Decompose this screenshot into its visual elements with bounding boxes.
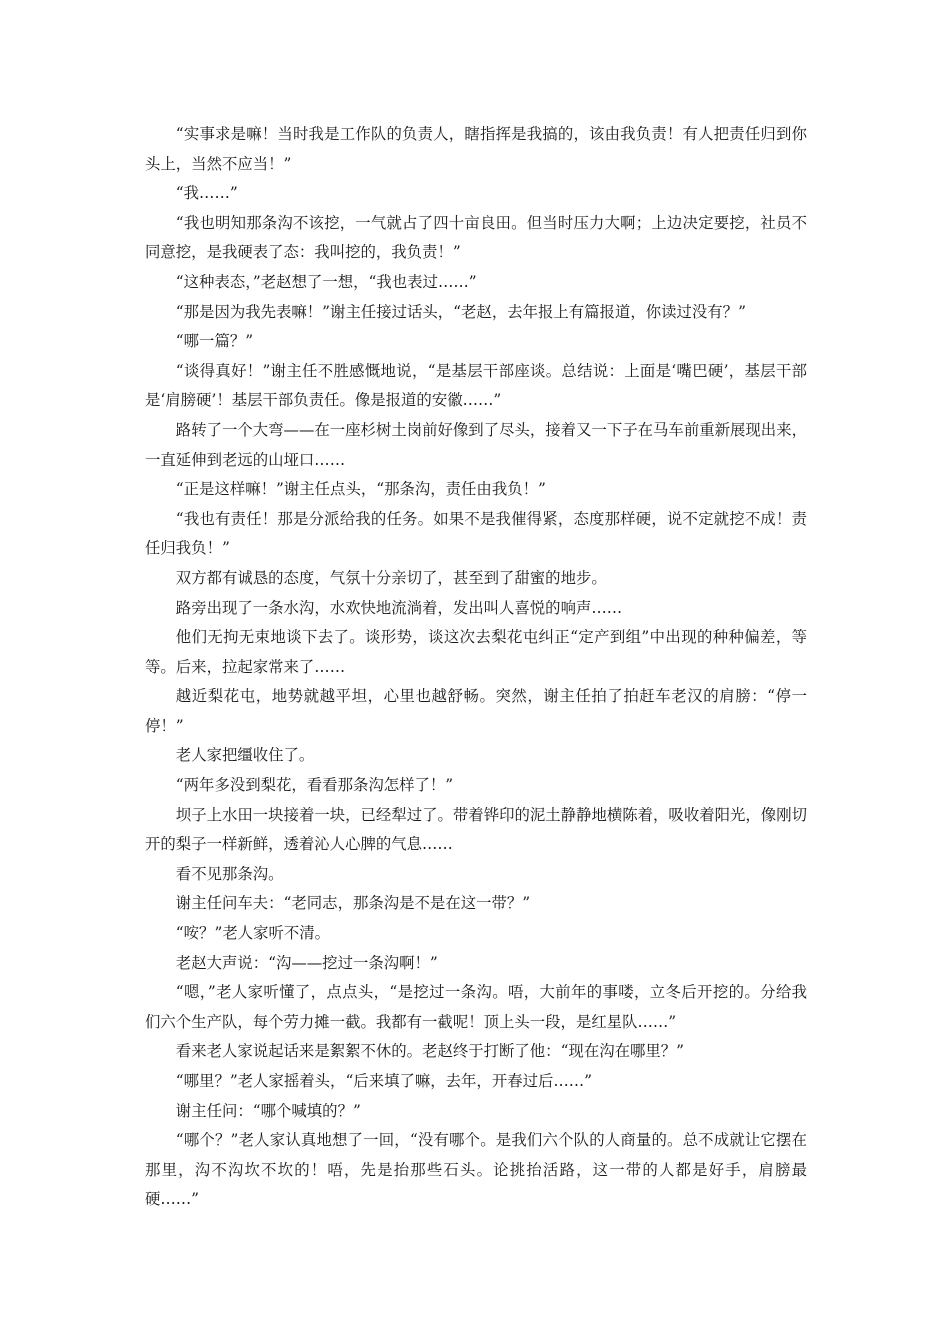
paragraph-2: “我……” xyxy=(175,184,238,203)
paragraph-13: 他们无拘无束地谈下去了。谈形势，谈这次去梨花屯纠正“定产到组”中出现的种种偏差，等等。后来，拉起家常来了…… xyxy=(145,628,807,676)
paragraph-5: “那是因为我先表嘛！”谢主任接过话头，“老赵，去年报上有篇报道，你读过没有？” xyxy=(175,302,746,321)
paragraph-4: “这种表态，”老赵想了一想，“我也表过……” xyxy=(175,272,477,291)
paragraph-14: 越近梨花屯，地势就越平坦，心里也越舒畅。突然，谢主任拍了拍赶车老汉的肩膀：“停一停！” xyxy=(145,687,807,735)
paragraph-8: 路转了一个大弯——在一座杉树土岗前好像到了尽头，接着又一下子在马车前重新展现出来，一直延伸到老远的山垭口…… xyxy=(145,420,807,469)
document-body xyxy=(145,120,807,1215)
paragraph-16: “两年多没到梨花，看看那条沟怎样了！” xyxy=(175,776,454,795)
paragraph-19: 谢主任问车夫：“老同志，那条沟是不是在这一带？” xyxy=(175,894,531,913)
paragraph-10: “我也有责任！那是分派给我的任务。如果不是我催得紧，态度那样硬，说不定就挖不成！责任归我负！” xyxy=(145,509,807,558)
paragraph-23: 看来老人家说起话来是絮絮不休的。老赵终于打断了他：“现在沟在哪里？” xyxy=(175,1042,685,1061)
paragraph-25: 谢主任问：“哪个喊填的？” xyxy=(175,1101,361,1120)
paragraph-15: 老人家把缰收住了。 xyxy=(175,746,315,765)
paragraph-20: “咹？”老人家听不清。 xyxy=(175,924,331,943)
paragraph-18: 看不见那条沟。 xyxy=(175,864,284,883)
paragraph-1: “实事求是嘛！当时我是工作队的负责人，瞎指挥是我搞的，该由我负责！有人把责任归到你头上，当然不应当！” xyxy=(145,125,807,173)
paragraph-21: 老赵大声说：“沟——挖过一条沟啊！” xyxy=(175,953,438,972)
paragraph-24: “哪里？”老人家摇着头，“后来填了嘛，去年，开春过后……” xyxy=(175,1072,593,1090)
paragraph-22: “嗯，”老人家听懂了，点点头，“是挖过一条沟。唔，大前年的事喽，立冬后开挖的。分给我们六个生产队，每个劳力摊一截。我都有一截呢！顶上头一段，是红星队……” xyxy=(145,983,807,1031)
paragraph-6: “哪一篇？” xyxy=(175,332,254,351)
paragraph-3: “我也明知那条沟不该挖，一气就占了四十亩良田。但当时压力大啊；上边决定要挖，社员不同意挖，是我硬表了态：我叫挖的，我负责！” xyxy=(145,213,807,262)
paragraph-7: “谈得真好！”谢主任不胜感慨地说，“是基层干部座谈。总结说：上面是‘嘴巴硬’，基层干部是‘肩膀硬’！基层干部负责任。像是报道的安徽……” xyxy=(145,361,807,410)
paragraph-11: 双方都有诚恳的态度，气氛十分亲切了，甚至到了甜蜜的地步。 xyxy=(175,568,607,587)
paragraph-9: “正是这样嘛！”谢主任点头，“那条沟，责任由我负！” xyxy=(175,480,546,499)
paragraph-26: “哪个？”老人家认真地想了一回，“没有哪个。是我们六个队的人商量的。总不成就让它摆在那里，沟不沟坎不坎的！唔，先是抬那些石头。论挑抬活路，这一带的人都是好手，肩膀最硬……” xyxy=(145,1131,807,1209)
paragraph-17: 坝子上水田一块接着一块，已经犁过了。带着铧印的泥土静静地横陈着，吸收着阳光，像刚切开的梨子一样新鲜，透着沁人心脾的气息…… xyxy=(145,805,807,854)
paragraph-12: 路旁出现了一条水沟，水欢快地流淌着，发出叫人喜悦的响声…… xyxy=(175,598,623,617)
